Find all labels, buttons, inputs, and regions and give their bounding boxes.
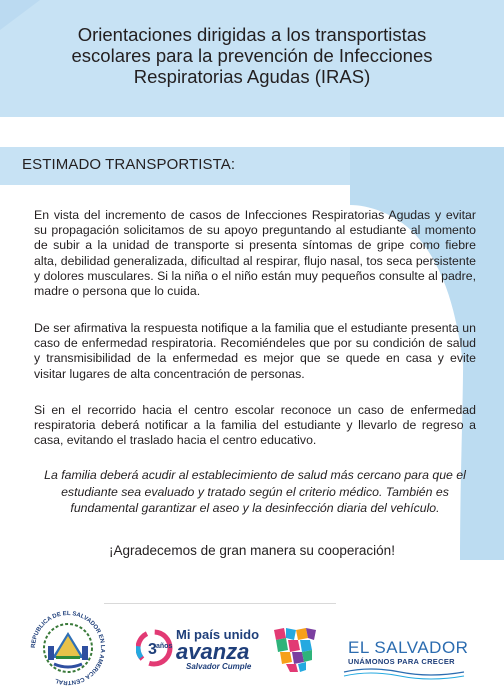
footer-divider (104, 603, 336, 604)
coat-of-arms-logo (26, 606, 110, 690)
page-title (0, 24, 504, 87)
campaign-line-2: avanza (176, 639, 250, 664)
campaign-line-1: Mi país unido (176, 627, 260, 642)
title-line-3: Respiratorias Agudas (IRAS) (133, 66, 371, 87)
seal-text: REPUBLICA DE EL SALVADOR EN LA AMERICA CENTRAL (30, 610, 106, 686)
country-name: EL SALVADOR (348, 638, 469, 657)
paragraph-3: Si en el recorrido hacia el centro escolar reconoce un caso de enfermedad respiratoria deberá notificar a la familia del estudiante y llevarlo de regreso a casa, evitando el traslado hacia el centro educativo. (34, 403, 476, 448)
campaign-tagline: Salvador Cumple (186, 662, 252, 671)
paragraph-2: De ser afirmativa la respuesta notifique a la familia que el estudiante presenta un caso de enfermedad respiratoria. Recomiéndeles que por su condición de salud y transmisibilidad de la enfermedad es mejor que se quede en casa y evite visitar lugares de alta concentración de personas. (34, 321, 476, 381)
svg-text:3: 3 (148, 641, 157, 658)
el-salvador-logo (340, 614, 468, 678)
campaign-years-text: años (156, 643, 173, 650)
section-heading: ESTIMADO TRANSPORTISTA: (22, 156, 236, 173)
title-line-2: escolares para la prevención de Infecciones (71, 45, 433, 66)
paragraph-1: En vista del incremento de casos de Infecciones Respiratorias Agudas y evitar su propagación solicitamos de su apoyo preguntando al estudiante al momento de subir a la unidad de transporte si presenta síntomas de gripe como fiebre alta, debilidad generalizada, dificultad al respirar, flujo nasal, tos seca persistente y dolores musculares. Si la niña o el niño están muy pequeños consulte al padre, madre o persona que lo cuida. (34, 208, 476, 299)
paragraph-4-italic: La familia deberá acudir al establecimiento de salud más cercano para que el estudiante sea evaluado y tratado según el criterio médico. También es fundamental garantizar el aseo y la desinfección diaria del vehículo. (44, 468, 466, 515)
title-line-1: Orientaciones dirigidas a los transportistas (77, 24, 427, 45)
mi-pais-unido-avanza-logo (136, 624, 264, 674)
mosaic-logo (272, 626, 318, 674)
thanks-message: ¡Agradecemos de gran manera su cooperación! (109, 543, 395, 558)
country-tagline: UNÁMONOS PARA CRECER (348, 657, 455, 666)
